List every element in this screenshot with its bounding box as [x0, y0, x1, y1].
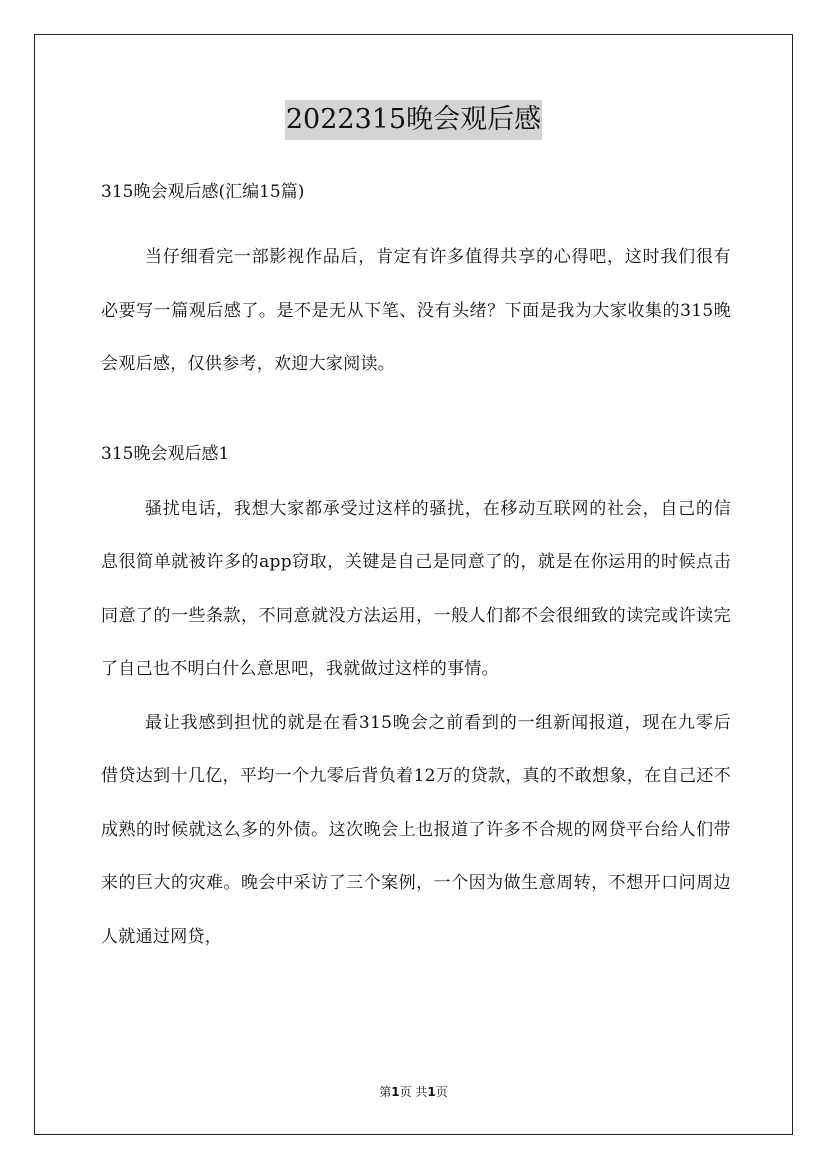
- document-title-wrap: [0, 100, 827, 140]
- document-title: 2022315晚会观后感: [285, 100, 542, 140]
- footer-prefix: 第: [379, 1085, 392, 1099]
- page-footer: [0, 1083, 827, 1100]
- intro-paragraph: 当仔细看完一部影视作品后，肯定有许多值得共享的心得吧，这时我们很有必要写一篇观后感了。是不是无从下笔、没有头绪？下面是我为大家收集的315晚会观后感，仅供参考，欢迎大家阅读。: [101, 247, 731, 374]
- footer-page-total: 1: [427, 1085, 436, 1099]
- body-paragraph-2: 最让我感到担忧的就是在看315晚会之前看到的一组新闻报道，现在九零后借贷达到十几亿，平均一个九零后背负着12万的贷款，真的不敢想象，在自己还不成熟的时候就这么多的外债。这次晚会上也报道了许多不合规的网贷平台给人们带来的巨大的灾难。晚会中采访了三个案例，一个因为做生意周转，不想开口问周边人就通过网贷，: [101, 712, 731, 947]
- document-body: [101, 175, 731, 964]
- body-paragraph-1: 骚扰电话，我想大家都承受过这样的骚扰，在移动互联网的社会，自己的信息很简单就被许多的app窃取，关键是自己是同意了的，就是在你运用的时候点击同意了的一些条款，不同意就没方法运用，一般人们都不会很细致的读完或许读完了自己也不明白什么意思吧，我就做过这样的事情。: [101, 498, 731, 679]
- section-heading: 315晚会观后感1: [101, 443, 230, 464]
- footer-page-number: 1: [391, 1085, 400, 1099]
- footer-suffix: 页: [435, 1085, 448, 1099]
- footer-mid: 页 共: [399, 1085, 428, 1099]
- document-subtitle: 315晚会观后感(汇编15篇): [101, 182, 305, 202]
